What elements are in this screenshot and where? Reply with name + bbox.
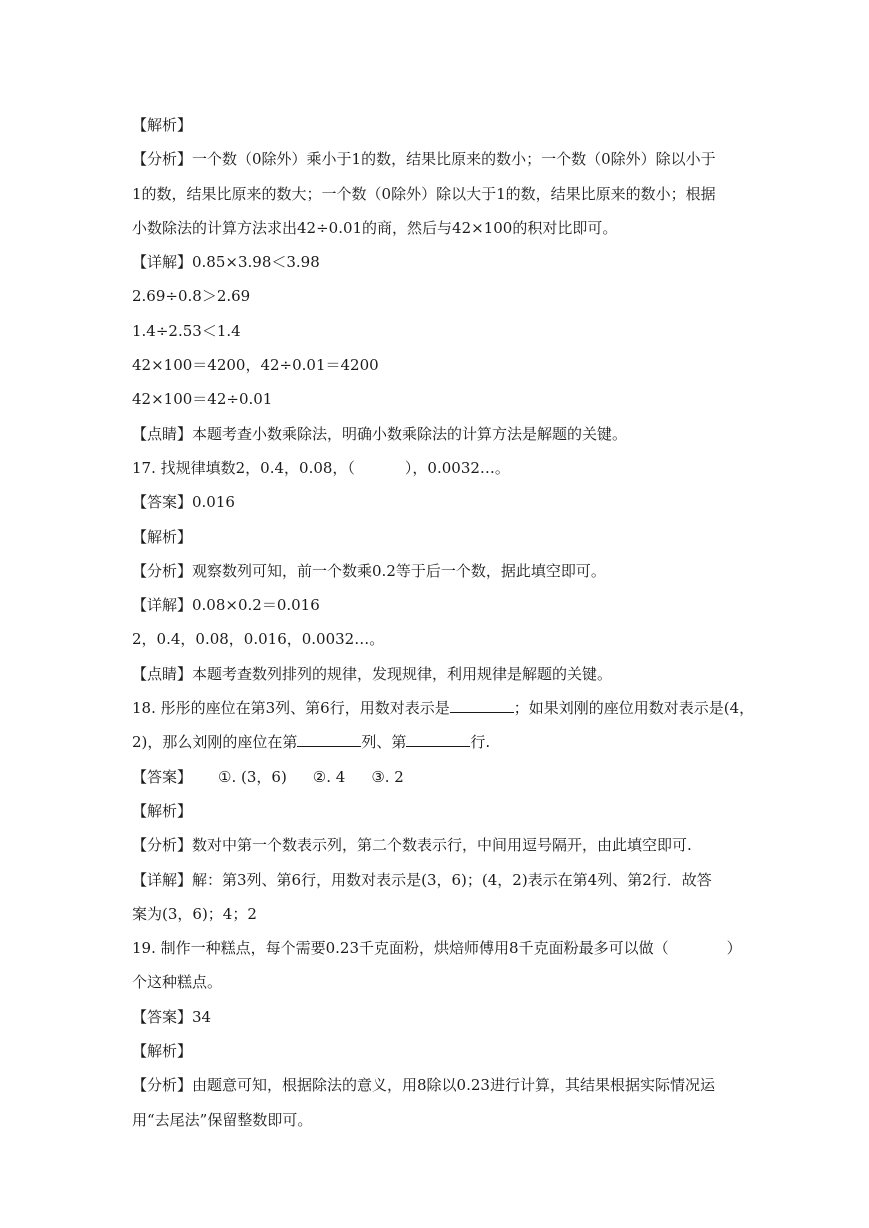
- q18-blank-2: [297, 731, 361, 747]
- analysis-text-line: 【分析】数对中第一个数表示列，第二个数表示行，中间用逗号隔开，由此填空即可.: [132, 836, 692, 855]
- q18-answer-label: 【答案】: [132, 767, 193, 786]
- document-page: [132, 108, 755, 1137]
- q19-text-before: 19. 制作一种糕点，每个需要0.23千克面粉，烘焙师傅用8千克面粉最多可以做（: [132, 939, 669, 958]
- detail-text-line: 案为(3，6)；4；2: [132, 904, 257, 923]
- q17-text-before: 17. 找规律填数2，0.4，0.08，（: [132, 458, 355, 477]
- question-18-line-2: [132, 725, 742, 759]
- q17-text-after: ），0.0032…。: [404, 458, 510, 477]
- answer-line: 【答案】0.016: [132, 493, 235, 512]
- analysis-heading: 【解析】: [132, 116, 193, 134]
- q19-text-after: ）: [726, 939, 742, 958]
- analysis-heading: 【解析】: [132, 527, 193, 546]
- analysis-text-line: 【分析】一个数（0除外）乘小于1的数，结果比原来的数小；一个数（0除外）除以小于: [132, 150, 716, 169]
- analysis-text-line: 小数除法的计算方法求出42÷0.01的商，然后与42×100的积对比即可。: [132, 218, 618, 237]
- q18-blank-3: [406, 731, 470, 747]
- detail-text-line: 2.69÷0.8＞2.69: [132, 287, 251, 306]
- analysis-heading: 【解析】: [132, 1042, 193, 1061]
- q18-answer-line: [132, 760, 742, 794]
- detail-text-line: 2，0.4，0.08，0.016，0.0032…。: [132, 630, 385, 649]
- detail-text-line: 【详解】0.85×3.98＜3.98: [132, 253, 320, 272]
- q18-answer-3: ③. 2: [371, 767, 404, 786]
- question-18-line-1: [132, 691, 755, 725]
- q18-text-mid: 列、第: [361, 733, 407, 752]
- q18-text-after: ；如果刘刚的座位用数对表示是(4，: [513, 699, 755, 718]
- detail-text-line: 42×100＝4200，42÷0.01＝4200: [132, 356, 379, 375]
- q18-answer-2: ②. 4: [312, 767, 346, 786]
- analysis-text-line: 1的数，结果比原来的数大；一个数（0除外）除以大于1的数，结果比原来的数小；根据: [132, 184, 716, 203]
- analysis-heading: 【解析】: [132, 801, 193, 820]
- analysis-text-line: 用“去尾法”保留整数即可。: [132, 1110, 313, 1129]
- detail-text-line: 【详解】解：第3列、第6行，用数对表示是(3，6)；(4，2)表示在第4列、第2行．故答: [132, 870, 712, 889]
- key-point-line: 【点睛】本题考查小数乘除法，明确小数乘除法的计算方法是解题的关键。: [132, 424, 628, 443]
- q18-text-before: 18. 彤彤的座位在第3列、第6行，用数对表示是: [132, 699, 450, 718]
- question-19-line-2: 个这种糕点。: [132, 973, 223, 992]
- detail-text-line: 1.4÷2.53＜1.4: [132, 321, 241, 340]
- q18-answer-1: ①. (3，6): [218, 767, 287, 786]
- analysis-text-line: 【分析】观察数列可知，前一个数乘0.2等于后一个数，据此填空即可。: [132, 561, 606, 580]
- key-point-line: 【点睛】本题考查数列排列的规律，发现规律，利用规律是解题的关键。: [132, 664, 613, 683]
- q18-text-before: 2)，那么刘刚的座位在第: [132, 733, 298, 752]
- detail-text-line: 42×100＝42÷0.01: [132, 390, 273, 409]
- detail-text-line: 【详解】0.08×0.2＝0.016: [132, 596, 320, 615]
- question-19-line-1: [132, 931, 742, 965]
- q18-text-after: 行.: [470, 733, 491, 752]
- answer-line: 【答案】34: [132, 1007, 212, 1026]
- q18-blank-1: [450, 697, 514, 713]
- analysis-text-line: 【分析】由题意可知，根据除法的意义，用8除以0.23进行计算，其结果根据实际情况运: [132, 1076, 715, 1095]
- question-17: [132, 451, 742, 485]
